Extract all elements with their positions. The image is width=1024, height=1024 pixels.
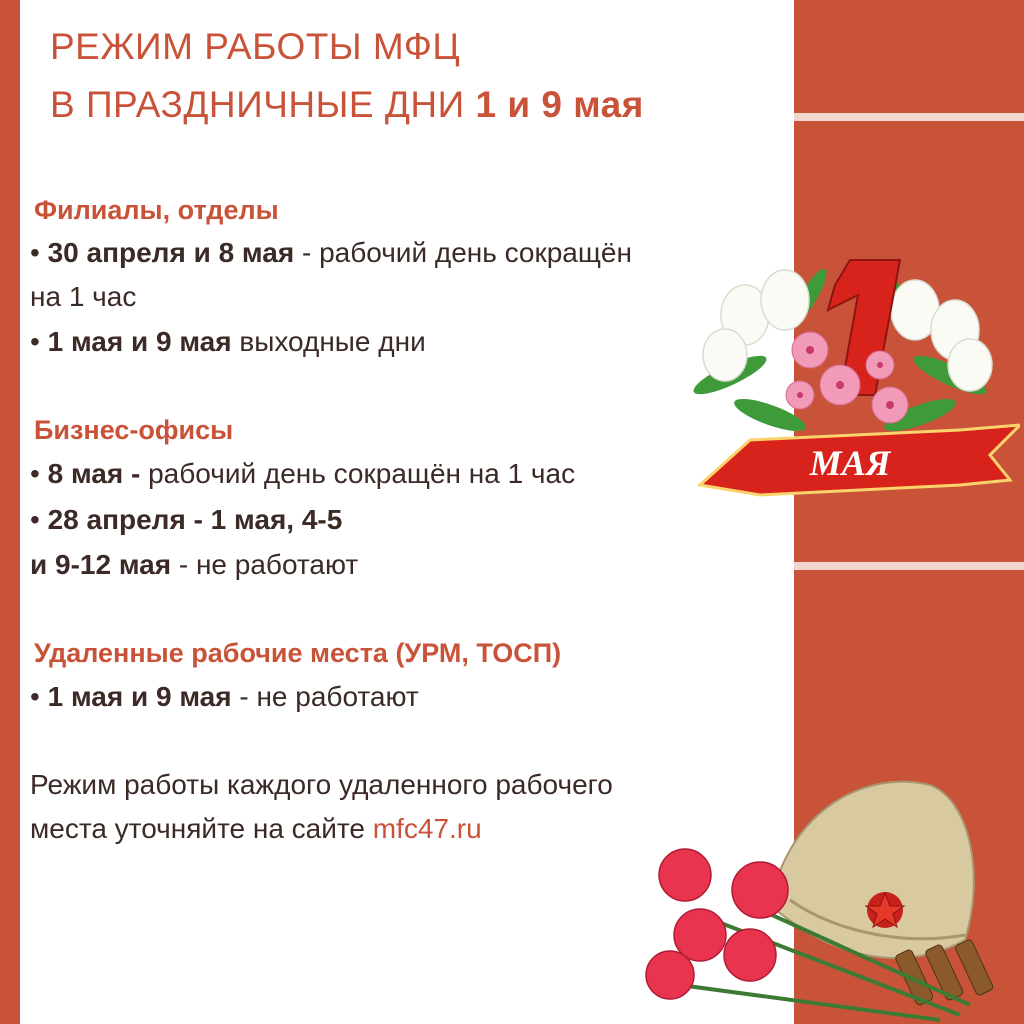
remote-item-1 — [30, 680, 419, 714]
side-stripe — [794, 562, 1024, 570]
item-text: - не работают — [231, 681, 419, 712]
item-text: - рабочий день сокращён — [294, 237, 632, 268]
remote-heading: Удаленные рабочие места (УРМ, ТОСП) — [34, 638, 562, 668]
side-stripe — [794, 113, 1024, 121]
item-text: выходные дни — [231, 326, 426, 357]
footer-line-1: Режим работы каждого удаленного рабочего — [30, 769, 613, 800]
business-heading: Бизнес-офисы — [34, 415, 234, 445]
bullet: • — [30, 504, 48, 535]
footer-text: места уточняйте на сайте — [30, 813, 373, 844]
business-item-2-cont — [30, 548, 358, 582]
bullet: • — [30, 681, 48, 712]
may-day-flowers-icon — [690, 255, 1020, 515]
business-item-2 — [30, 503, 342, 537]
item-dates: 1 мая и 9 мая — [47, 326, 232, 357]
page-subtitle — [50, 84, 644, 126]
branches-heading: Филиалы, отделы — [34, 195, 279, 225]
bullet: • — [30, 458, 48, 489]
bullet: • — [30, 237, 48, 268]
footer-line-2 — [30, 812, 482, 846]
item-dates: 30 апреля и 8 мая — [47, 237, 295, 268]
branches-item-2 — [30, 325, 426, 359]
title-line-1: РЕЖИМ РАБОТЫ МФЦ — [50, 26, 461, 67]
title-line-2: В ПРАЗДНИЧНЫЕ ДНИ — [50, 84, 476, 125]
victory-day-cap-icon — [640, 765, 1024, 1024]
page-title — [50, 26, 460, 68]
bullet: • — [30, 326, 48, 357]
item-text: - не работают — [171, 549, 359, 580]
item-dates: 8 мая - — [47, 458, 141, 489]
website-link[interactable]: mfc47.ru — [372, 813, 482, 844]
item-dates: 28 апреля - 1 мая, 4-5 — [47, 504, 343, 535]
item-text: рабочий день сокращён на 1 час — [140, 458, 576, 489]
business-item-1 — [30, 457, 575, 491]
title-dates: 1 и 9 мая — [475, 84, 644, 125]
svg-text:МАЯ: МАЯ — [809, 443, 891, 483]
branches-item-1-cont: на 1 час — [30, 281, 137, 312]
item-dates: и 9-12 мая — [30, 549, 172, 580]
branches-item-1 — [30, 236, 632, 270]
item-dates: 1 мая и 9 мая — [47, 681, 232, 712]
